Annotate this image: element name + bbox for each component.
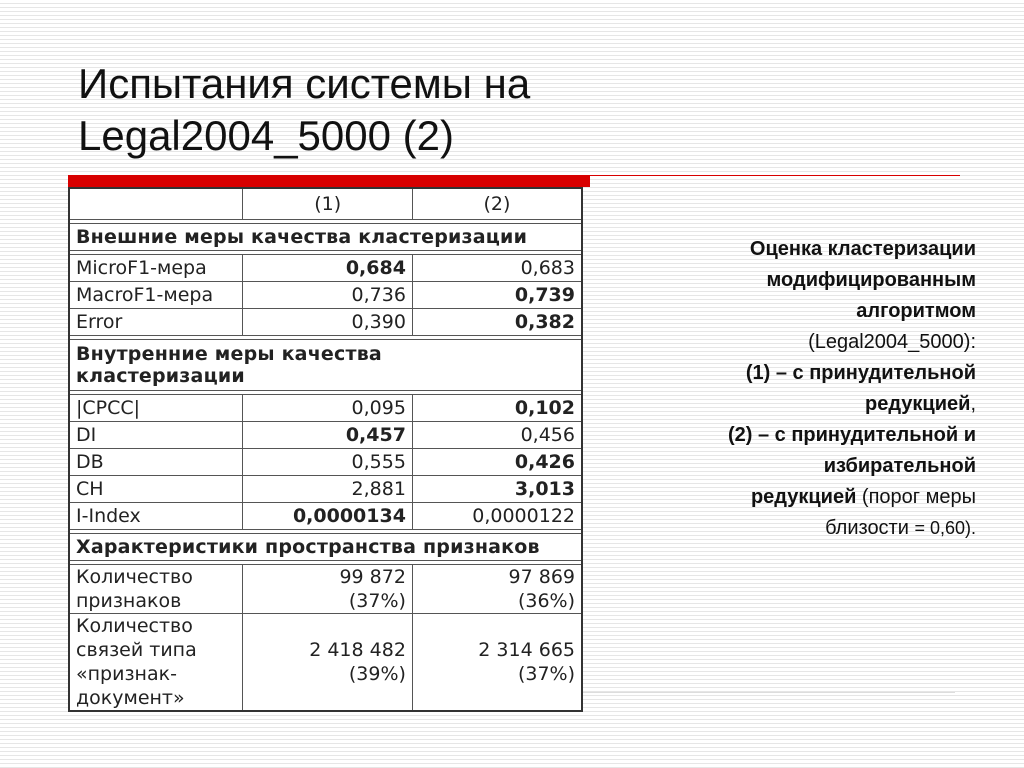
feature-value-percent: (37%)	[517, 663, 575, 685]
feature-value-percent: (37%)	[348, 590, 406, 612]
section-heading-external: Внешние меры качества кластеризации	[69, 224, 582, 251]
metric-value-2: 0,0000122	[412, 503, 582, 530]
metric-label: |CPCC|	[69, 395, 243, 422]
results-table	[68, 187, 583, 712]
table-row	[69, 503, 582, 530]
section-heading-internal: Внутренние меры качества кластеризации	[69, 340, 582, 391]
description-note	[590, 234, 976, 544]
feature-value-1	[243, 565, 413, 614]
metric-label: CH	[69, 476, 243, 503]
feature-value-count: 97 869	[508, 566, 575, 588]
note-heading-line: модифицированным	[766, 269, 976, 291]
column-header-1: (1)	[243, 188, 413, 220]
metric-label: MicroF1-мера	[69, 255, 243, 282]
note-dataset: (Legal2004_5000):	[808, 331, 976, 353]
metric-value-1: 0,095	[243, 395, 413, 422]
metric-label: I-Index	[69, 503, 243, 530]
bottom-divider	[583, 692, 955, 694]
note-item-2-end: редукцией	[750, 486, 857, 508]
metric-value-2: 0,102	[412, 395, 582, 422]
feature-label	[69, 614, 243, 712]
note-threshold-label: близости	[825, 517, 915, 539]
table-row	[69, 422, 582, 449]
slide-title	[78, 58, 778, 162]
table-row	[69, 282, 582, 309]
note-item-2: (2) – с принудительной и	[727, 424, 976, 446]
note-heading-line: алгоритмом	[856, 300, 976, 322]
feature-value-percent: (39%)	[348, 663, 406, 685]
results-table-container	[68, 187, 583, 712]
metric-label: Error	[69, 309, 243, 336]
metric-value-1: 0,736	[243, 282, 413, 309]
feature-label	[69, 565, 243, 614]
note-item-2-cont: избирательной	[823, 455, 976, 477]
column-header-2: (2)	[412, 188, 582, 220]
feature-label-line: признаков	[76, 590, 182, 612]
note-heading-line: Оценка кластеризации	[749, 238, 976, 260]
metric-value-1: 2,881	[243, 476, 413, 503]
feature-label-line: «признак-	[76, 663, 177, 685]
feature-label-line: Количество	[76, 615, 193, 637]
metric-label: DI	[69, 422, 243, 449]
section-heading-features: Характеристики пространства признаков	[69, 534, 582, 561]
feature-value-count: 99 872	[339, 566, 406, 588]
metric-value-1: 0,457	[243, 422, 413, 449]
section-row-external	[69, 224, 582, 251]
title-accent-bar	[68, 175, 590, 187]
table-row	[69, 395, 582, 422]
metric-label: MacroF1-мера	[69, 282, 243, 309]
note-item-2-tail: (порог меры	[856, 486, 976, 508]
metric-value-1: 0,390	[243, 309, 413, 336]
title-line-2: Legal2004_5000 (2)	[78, 112, 454, 159]
metric-value-2: 3,013	[412, 476, 582, 503]
table-row	[69, 565, 582, 614]
table-row	[69, 255, 582, 282]
title-line-1: Испытания системы на	[78, 60, 531, 107]
table-header-row	[69, 188, 582, 220]
metric-value-1: 0,555	[243, 449, 413, 476]
feature-value-2	[412, 565, 582, 614]
table-row	[69, 449, 582, 476]
note-threshold-value: = 0,60).	[914, 518, 976, 538]
metric-value-2: 0,683	[412, 255, 582, 282]
note-item-1: (1) – с принудительной	[745, 362, 976, 384]
table-row	[69, 309, 582, 336]
metric-value-2: 0,426	[412, 449, 582, 476]
feature-value-count: 2 418 482	[309, 639, 406, 661]
metric-value-1: 0,0000134	[243, 503, 413, 530]
header-empty-cell	[69, 188, 243, 220]
feature-value-count: 2 314 665	[478, 639, 575, 661]
section-row-internal	[69, 340, 582, 391]
feature-label-line: документ»	[76, 687, 185, 709]
section-row-features	[69, 534, 582, 561]
metric-value-1: 0,684	[243, 255, 413, 282]
feature-value-1	[243, 614, 413, 712]
feature-value-percent: (36%)	[517, 590, 575, 612]
note-item-1-cont: редукцией	[865, 393, 971, 415]
feature-label-line: связей типа	[76, 639, 197, 661]
note-item-1-punct: ,	[970, 393, 976, 415]
metric-value-2: 0,739	[412, 282, 582, 309]
table-row	[69, 614, 582, 712]
metric-value-2: 0,382	[412, 309, 582, 336]
feature-value-2	[412, 614, 582, 712]
table-row	[69, 476, 582, 503]
metric-label: DB	[69, 449, 243, 476]
feature-label-line: Количество	[76, 566, 193, 588]
title-accent-line	[590, 175, 960, 176]
metric-value-2: 0,456	[412, 422, 582, 449]
